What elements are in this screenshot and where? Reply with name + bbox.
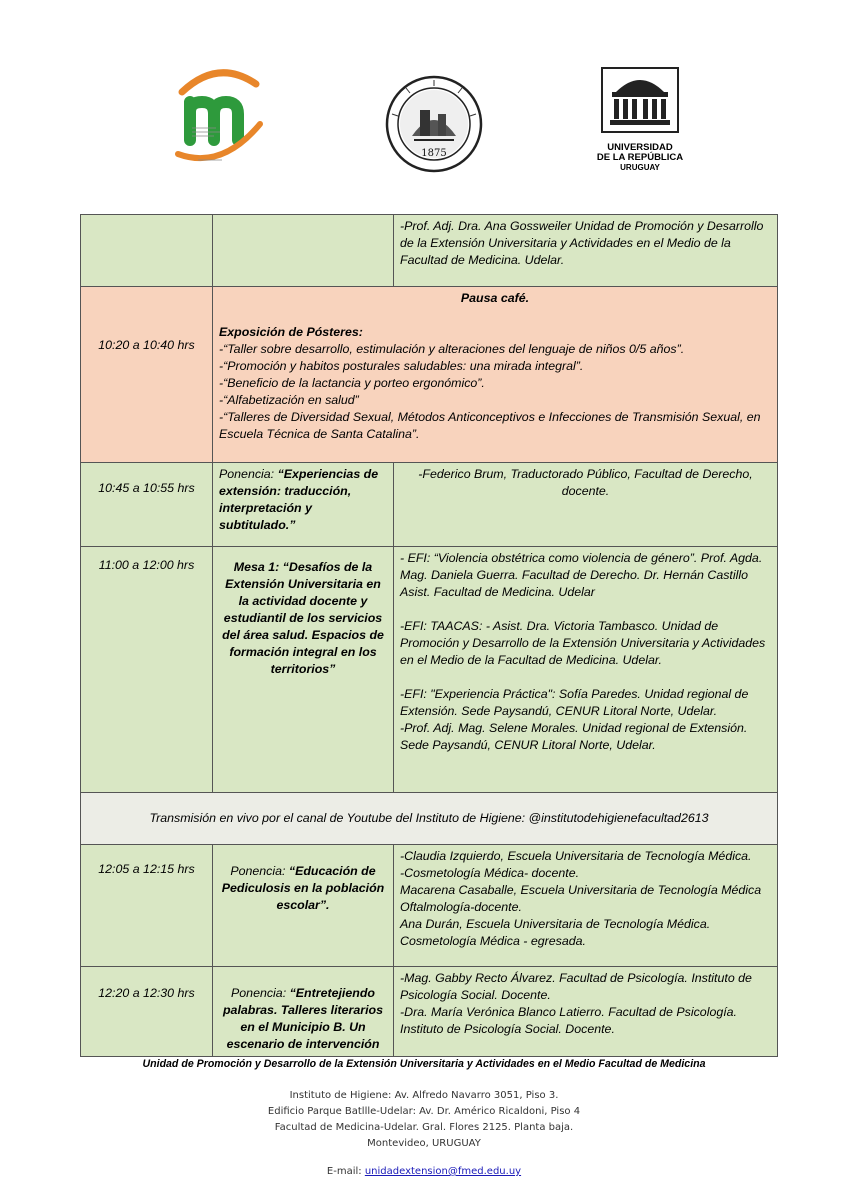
udelar-text-line: URUGUAY [620,163,660,172]
speaker-line: -Prof. Adj. Dra. Ana Gossweiler Unidad de Promoción y Desarrollo de la Extensión Universitaria y Actividades en el Medio de la Facultad de Medicina. Udelar. [400,219,764,267]
session-title: “Educación de Pediculosis en la población escolar”. [221,864,385,912]
speakers-cell [394,547,778,793]
title-cell [213,215,394,287]
poster-item: -“Talleres de Diversidad Sexual, Métodos Anticonceptivos e Infecciones de Transmisión Sexual, en Escuela Técnica de Santa Catalina”. [219,410,761,441]
speaker-line: Macarena Casaballe, Escuela Universitaria de Tecnología Médica Oftalmología-docente. [400,883,762,914]
header-logos [0,0,848,200]
break-heading: Pausa café. [460,291,530,305]
time-label: 12:20 a 12:30 hrs [98,986,195,1000]
table-row [81,287,778,463]
time-cell [81,845,213,967]
time-cell [81,967,213,1057]
speakers-cell [394,463,778,547]
email-link[interactable]: unidadextension@fmed.edu.uy [364,1166,522,1177]
seal-year: 1875 [421,148,447,159]
time-cell [81,547,213,793]
speaker-line: -EFI: "Experiencia Práctica": Sofía Paredes. Unidad regional de Extensión. Sede Paysandú, CENUR Litoral Norte, Udelar. [400,687,749,718]
title-cell [213,547,394,793]
time-label: 11:00 a 12:00 hrs [98,558,195,572]
time-label: 12:05 a 12:15 hrs [98,862,195,876]
speaker-line: -Claudia Izquierdo, Escuela Universitaria de Tecnología Médica. [400,849,752,863]
poster-item: -“Taller sobre desarrollo, estimulación y alteraciones del lenguaje de niños 0/5 años”. [219,342,685,356]
speakers-cell [394,215,778,287]
address-line: Edificio Parque Batllle-Udelar: Av. Dr. Américo Ricaldoni, Piso 4 [267,1106,581,1117]
footer-email [0,1166,848,1177]
title-prefix: Ponencia: [219,467,278,481]
faculty-seal-logo [384,74,484,174]
udelar-text-line: UNIVERSIDAD [607,142,673,153]
email-label: E-mail: [326,1166,365,1177]
table-row [81,967,778,1057]
speaker-line: -EFI: TAACAS: - Asist. Dra. Victoria Tambasco. Unidad de Promoción y Desarrollo de la Extensión Universitaria y Actividades en el Medio de la Facultad de Medicina. Udelar. [400,619,766,667]
poster-cell [213,287,778,463]
udelar-building-icon [592,66,688,136]
speakers-cell [394,967,778,1057]
time-cell [81,287,213,463]
udelar-text-line: DE LA REPÚBLICA [596,152,684,163]
time-label: 10:20 a 10:40 hrs [98,338,195,352]
time-cell [81,215,213,287]
speaker-line: Cosmetología Médica - egresada. [400,934,586,948]
stream-banner-cell [81,793,778,845]
speaker-line: -Mag. Gabby Recto Álvarez. Facultad de Psicología. Instituto de Psicología Social. Docente. [400,971,752,1002]
table-row [81,463,778,547]
speaker-line: Ana Durán, Escuela Universitaria de Tecnología Médica. [400,917,711,931]
address-line: Instituto de Higiene: Av. Alfredo Navarro 3051, Piso 3. [289,1090,559,1101]
table-row [81,845,778,967]
title-cell [213,463,394,547]
footer-unit-name: Unidad de Promoción y Desarrollo de la Extensión Universitaria y Actividades en el Medio Facultad de Medicina [142,1058,706,1070]
stream-banner: Transmisión en vivo por el canal de Youtube del Instituto de Higiene: @institutodehigienefacultad2613 [149,811,709,825]
speaker-line: - EFI: “Violencia obstétrica como violencia de género”. Prof. Agda. Mag. Daniela Guerra. Facultad de Derecho. Dr. Hernán Castillo Asist. Facultad de Medicina. Udelar [400,551,763,599]
poster-item: -“Beneficio de la lactancia y porteo ergonómico”. [219,376,485,390]
agenda-table [80,214,778,1057]
poster-heading: Exposición de Pósteres: [219,325,363,339]
title-prefix: Ponencia: [231,986,290,1000]
speaker-line: -Federico Brum, Traductorado Público, Facultad de Derecho, docente. [418,467,753,498]
speaker-line: -Cosmetología Médica- docente. [400,866,580,880]
address-line: Montevideo, URUGUAY [367,1138,481,1149]
footer-address [0,1088,848,1152]
speaker-line: -Dra. María Verónica Blanco Latierro. Facultad de Psicología. Instituto de Psicología Social. Docente. [400,1005,738,1036]
title-prefix: Ponencia: [230,864,289,878]
title-cell [213,967,394,1057]
time-cell [81,463,213,547]
time-label: 10:45 a 10:55 hrs [98,481,195,495]
session-title: Mesa 1: “Desafíos de la Extensión Universitaria en la actividad docente y estudiantil de los servicios del área salud. Espacios de formación integral en los territorios” [222,560,384,676]
extension-unit-logo [168,62,268,172]
title-cell [213,845,394,967]
table-row [81,793,778,845]
table-row [81,215,778,287]
poster-item: -“Alfabetización en salud” [219,393,359,407]
session-title: “Experiencias de extensión: traducción, interpretación y subtitulado.” [219,467,379,532]
table-row [81,547,778,793]
address-line: Facultad de Medicina-Udelar. Gral. Flores 2125. Planta baja. [274,1122,574,1133]
speakers-cell [394,845,778,967]
poster-item: -“Promoción y habitos posturales saludables: una mirada integral”. [219,359,584,373]
udelar-logo [592,66,688,176]
speaker-line: -Prof. Adj. Mag. Selene Morales. Unidad regional de Extensión. Sede Paysandú, CENUR Litoral Norte, Udelar. [400,721,748,752]
session-title: “Entretejiendo palabras. Talleres literarios en el Municipio B. Un escenario de intervención [222,986,383,1051]
